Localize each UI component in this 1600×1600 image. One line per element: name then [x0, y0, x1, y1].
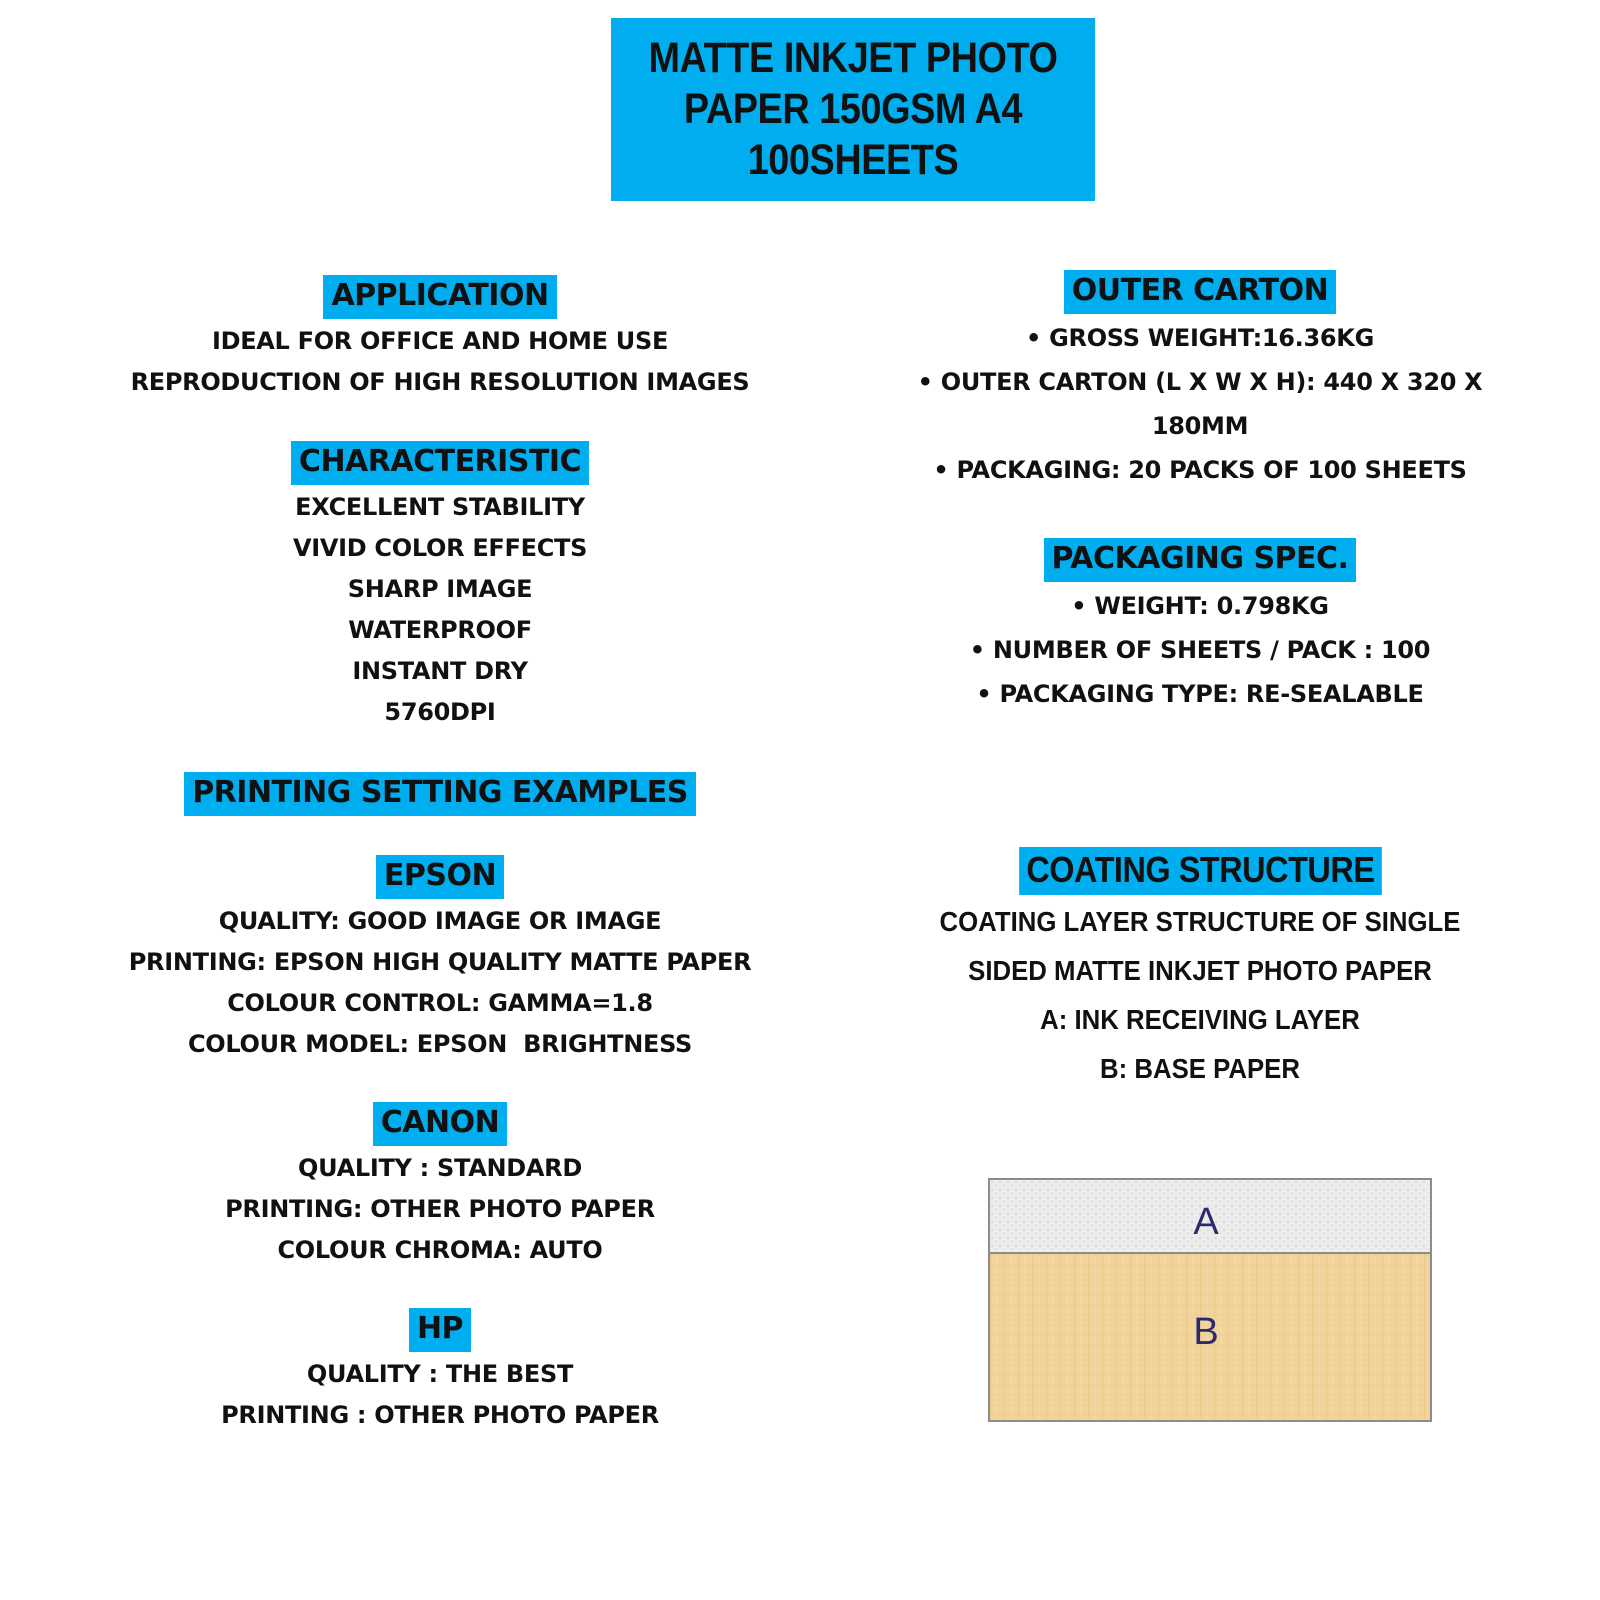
- canon-heading: CANON: [373, 1102, 507, 1146]
- packaging-spec-item: • NUMBER OF SHEETS / PACK : 100: [890, 628, 1510, 672]
- coating-structure-line: A: INK RECEIVING LAYER: [1040, 1004, 1360, 1035]
- application-line: REPRODUCTION OF HIGH RESOLUTION IMAGES: [130, 368, 750, 396]
- canon-line: QUALITY : STANDARD: [298, 1154, 582, 1182]
- canon-line: PRINTING: OTHER PHOTO PAPER: [225, 1195, 655, 1223]
- characteristic-heading: CHARACTERISTIC: [291, 441, 589, 485]
- coating-structure-section: [890, 847, 1510, 1093]
- packaging-spec-item: • PACKAGING TYPE: RE-SEALABLE: [890, 672, 1510, 716]
- characteristic-line: SHARP IMAGE: [347, 575, 533, 603]
- layer-b-label: B: [1193, 1311, 1219, 1353]
- coating-structure-line: B: BASE PAPER: [1100, 1053, 1300, 1084]
- application-section: [100, 275, 780, 403]
- characteristic-line: EXCELLENT STABILITY: [295, 493, 585, 521]
- characteristic-line: INSTANT DRY: [352, 657, 528, 685]
- canon-section: [100, 1102, 780, 1271]
- characteristic-section: [100, 441, 780, 733]
- hp-line: PRINTING : OTHER PHOTO PAPER: [221, 1401, 659, 1429]
- page-title: MATTE INKJET PHOTO PAPER 150GSM A4 100SHEETS: [648, 34, 1058, 184]
- coating-structure-heading: COATING STRUCTURE: [1019, 847, 1382, 895]
- hp-heading: HP: [409, 1308, 471, 1352]
- packaging-spec-section: [890, 538, 1510, 716]
- characteristic-line: WATERPROOF: [348, 616, 532, 644]
- title-banner: [611, 18, 1095, 201]
- outer-carton-item: • PACKAGING: 20 PACKS OF 100 SHEETS: [890, 448, 1510, 492]
- epson-heading: EPSON: [376, 855, 504, 899]
- packaging-spec-item: • WEIGHT: 0.798KG: [890, 584, 1510, 628]
- coating-layer-diagram: [988, 1178, 1432, 1422]
- epson-line: COLOUR MODEL: EPSON BRIGHTNESS: [187, 1030, 693, 1058]
- outer-carton-item: • OUTER CARTON (L X W X H): 440 X 320 X 180MM: [890, 360, 1510, 448]
- hp-section: [100, 1308, 780, 1436]
- outer-carton-item: • GROSS WEIGHT:16.36KG: [890, 316, 1510, 360]
- coating-structure-line: SIDED MATTE INKJET PHOTO PAPER: [968, 955, 1432, 986]
- hp-line: QUALITY : THE BEST: [306, 1360, 574, 1388]
- coating-structure-line: COATING LAYER STRUCTURE OF SINGLE: [939, 906, 1461, 937]
- epson-line: QUALITY: GOOD IMAGE OR IMAGE: [218, 907, 662, 935]
- epson-line: COLOUR CONTROL: GAMMA=1.8: [227, 989, 653, 1017]
- printing-settings-heading: PRINTING SETTING EXAMPLES: [184, 772, 696, 816]
- characteristic-line: VIVID COLOR EFFECTS: [292, 534, 588, 562]
- characteristic-line: 5760DPI: [384, 698, 496, 726]
- outer-carton-heading: OUTER CARTON: [1064, 270, 1336, 314]
- outer-carton-section: [890, 270, 1510, 492]
- printing-settings-section: [100, 772, 780, 816]
- canon-line: COLOUR CHROMA: AUTO: [277, 1236, 603, 1264]
- application-heading: APPLICATION: [323, 275, 556, 319]
- packaging-spec-heading: PACKAGING SPEC.: [1044, 538, 1357, 582]
- epson-line: PRINTING: EPSON HIGH QUALITY MATTE PAPER: [128, 948, 752, 976]
- epson-section: [100, 855, 780, 1065]
- application-line: IDEAL FOR OFFICE AND HOME USE: [211, 327, 669, 355]
- layer-a-label: A: [1193, 1201, 1219, 1243]
